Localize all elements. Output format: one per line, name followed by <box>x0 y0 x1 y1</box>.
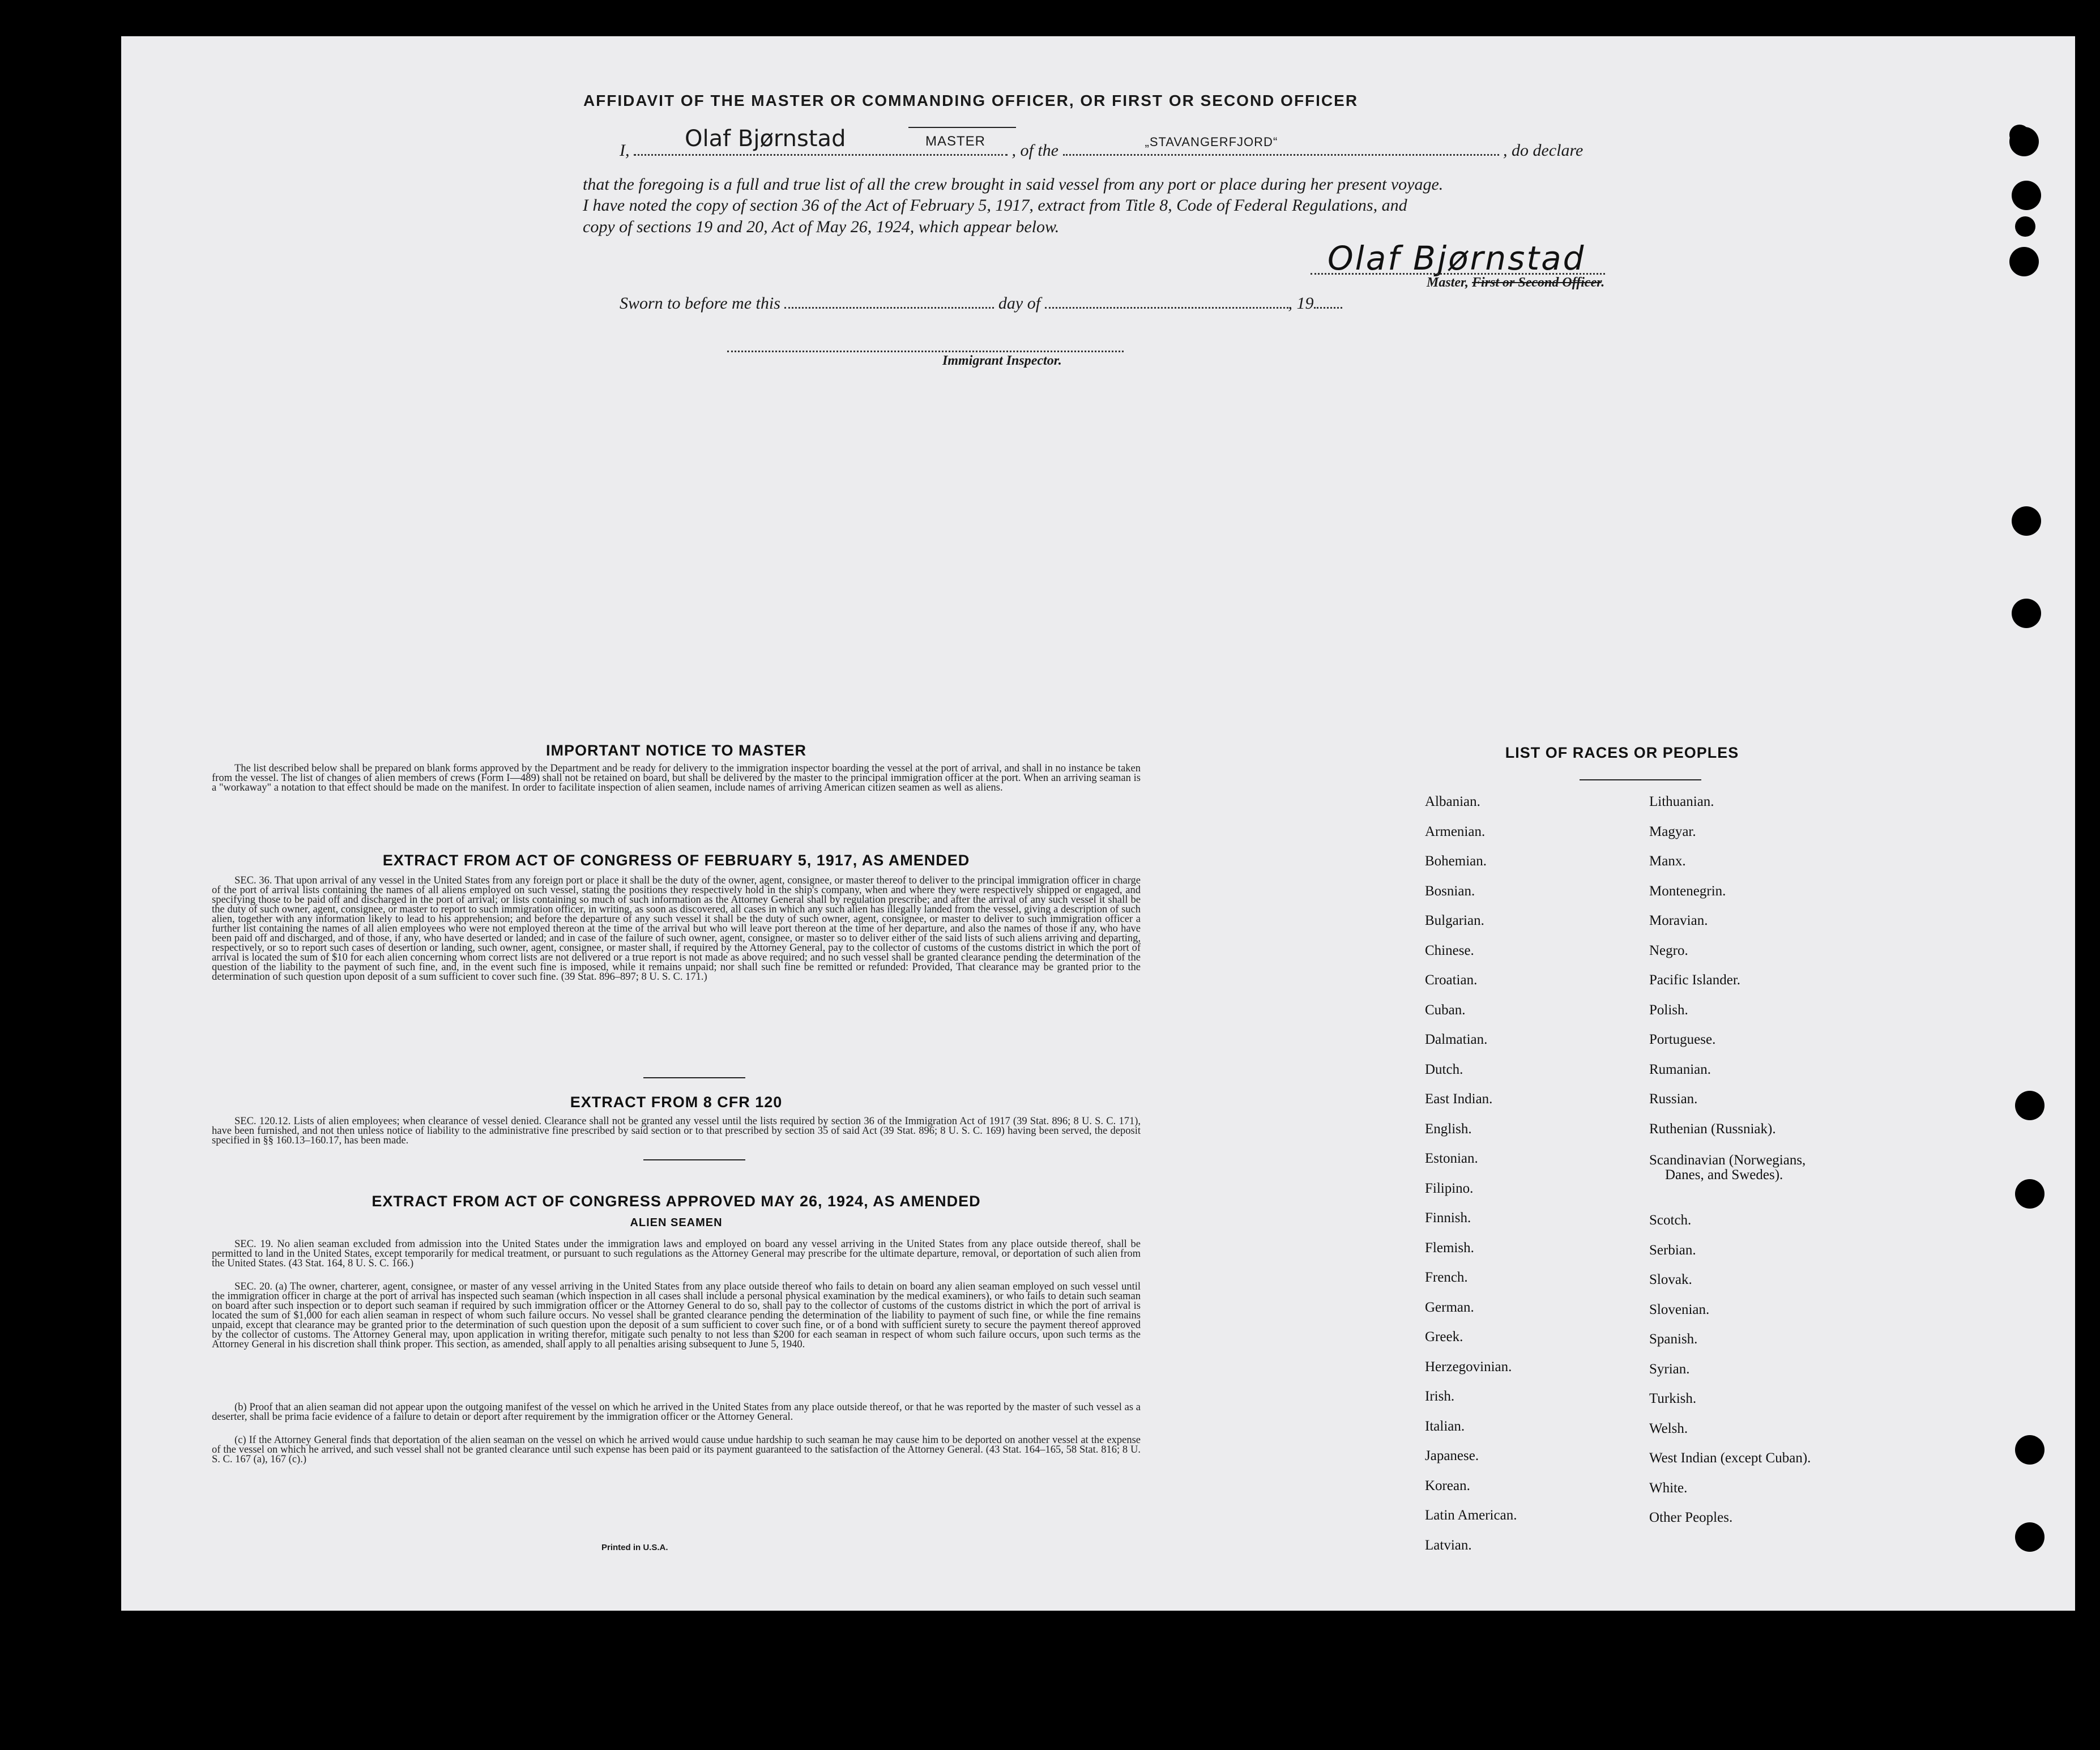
printed-in-usa: Printed in U.S.A. <box>601 1543 668 1552</box>
race-item: Greek. <box>1425 1329 1463 1344</box>
signer-title-struck: First or Second Officer <box>1472 275 1602 290</box>
race-item: Latvian. <box>1425 1537 1472 1553</box>
race-item: Korean. <box>1425 1478 1470 1493</box>
race-item: Ruthenian (Russniak). <box>1649 1121 1776 1137</box>
race-item: Flemish. <box>1425 1240 1474 1256</box>
race-item: Bohemian. <box>1425 853 1487 869</box>
punch-hole <box>2015 1179 2044 1209</box>
race-item: German. <box>1425 1299 1474 1315</box>
extract-1917-text: SEC. 36. That upon arrival of any vessel in the United States from any foreign port or place it shall be the duty of the owner, agent, consignee, or master thereof to deliver to the principal immigration officer in charge of the port of arrival lists containing the names of all aliens employed on such vessel, stating the positions they respectively hold in the ship's company, when and where they were respectively shipped or engaged, and specifying those to be paid off and discharged in the port of arrival; or lists containing so much of such information as the Attorney General shall by regulation prescribe; and after the arrival of any such vessel it shall be the duty of such owner, agent, consignee, or master to report to such immigration officer, in writing, as soon as discovered, all cases in which any such alien has illegally landed from the vessel, giving a description of such alien, together with any information likely to lead to his apprehension; and before the departure of any such vessel it shall be the duty of such owner, agent, consignee, or master to deliver to such immigration officer a further list containing the names of all alien employees who were not employed thereon at the time of the arrival but who will leave port thereon at the time of her departure, and also the names of those if any, who have been paid off and discharged, and of those, if any, who have deserted or landed; and in case of the failure of such owner, agent, consignee, or master so to deliver either of the said lists of such aliens arriving and departing, respectively, or so to report such cases of desertion or landing, such owner, agent, consignee, or master shall, if required by the Attorney General, pay to the collector of customs of the customs district in which the port of arrival is located the sum of $10 for each alien concerning whom correct lists are not delivered or a true report is not made as above required; and no such vessel shall be granted clearance pending the determination of the question of the liability to the payment of such fine, and, in the event such fine is imposed, while it remains unpaid; nor shall such fine be remitted or refunded: Provided, That clearance may be granted prior to the determination of such question upon deposit of a sum sufficient to cover such fine. (39 Stat. 896–897; 8 U. S. C. 171.) <box>212 875 1141 983</box>
scandinavian-line-2: Danes, and Swedes). <box>1665 1167 1783 1183</box>
race-item: Rumanian. <box>1649 1061 1711 1077</box>
race-item: Russian. <box>1649 1091 1698 1107</box>
race-item: Herzegovinian. <box>1425 1359 1512 1375</box>
document-sheet <box>121 36 2075 1611</box>
race-item: Scotch. <box>1649 1213 1692 1228</box>
master-signature: Olaf Bjørnstad <box>1328 239 1586 278</box>
extract-cfr-title: EXTRACT FROM 8 CFR 120 <box>570 1094 783 1111</box>
race-item: Other Peoples. <box>1649 1510 1733 1525</box>
race-item: Dalmatian. <box>1425 1032 1488 1047</box>
extract-1924-subtitle: ALIEN SEAMEN <box>630 1217 723 1229</box>
race-item: Croatian. <box>1425 972 1478 988</box>
race-item: Finnish. <box>1425 1210 1471 1226</box>
race-item: Slovenian. <box>1649 1301 1710 1317</box>
sec20a-text: SEC. 20. (a) The owner, charterer, agent, consignee, or master of any vessel arriving in the United States from any place outside thereof who fails to detain on board any alien seaman employed on such vessel until the immigration officer in charge at the port of arrival has inspected such seaman (which inspection in all cases shall include a personal physical examination by the medical examiners), or who fails to detain such seaman on board after such inspection or to deport such seaman if required by such immigration officer or the Attorney General to do so, shall pay to the collector of customs of the customs district in which the port of arrival is located the sum of $1,000 for each alien seaman in respect of whom such failure occurs. No vessel shall be granted clearance pending the determination of the liability to payment of such fine, or while the fine remains unpaid, except that clearance may be granted prior to the determination of such question upon the deposit of a sum sufficient to cover such fine, or of a bond with sufficient surety to secure the payment thereof approved by the collector of customs. The Attorney General may, upon application in writing therefor, mitigate such penalty to not less than $200 for each seaman in respect of whom such failure occurs, upon such terms as the Attorney General in his discretion shall think proper. This section, as amended, shall apply to all penalties arising subsequent to June 5, 1940. <box>212 1281 1141 1350</box>
sec20c-text: (c) If the Attorney General finds that deportation of the alien seaman on the vessel on which he arrived would cause undue hardship to such seaman he may cause him to be deported on another vessel at the expense of the vessel on which he arrived, and such vessel shall not be granted clearance until such expense has been paid or its payment guaranteed to the satisfaction of the Attorney General. (43 Stat. 164–165, 58 Stat. 816; 8 U. S. C. 167 (a), 167 (c).) <box>212 1435 1141 1465</box>
race-item: White. <box>1649 1480 1688 1496</box>
race-item: Chinese. <box>1425 942 1474 958</box>
race-item: Magyar. <box>1649 823 1696 839</box>
race-item: Estonian. <box>1425 1151 1478 1166</box>
punch-hole <box>2009 247 2039 276</box>
sworn-label: Sworn to before me this <box>620 294 780 313</box>
do-declare-label: , do declare <box>1503 141 1583 160</box>
day-of-label: day of <box>998 294 1041 313</box>
race-item: Manx. <box>1649 853 1686 869</box>
punch-hole <box>2012 181 2041 210</box>
punch-hole <box>2015 216 2035 237</box>
divider-2 <box>643 1159 745 1160</box>
divider-1 <box>643 1077 745 1078</box>
master-name: Olaf Bjørnstad <box>685 126 846 152</box>
title-divider <box>908 127 1016 128</box>
prefix-i: I, <box>620 141 630 160</box>
punch-hole <box>2015 1435 2044 1465</box>
race-item-scandinavian <box>1649 1151 1811 1213</box>
race-item: Moravian. <box>1649 913 1708 928</box>
sworn-year-field <box>1314 307 1342 309</box>
punch-hole <box>2015 1522 2044 1552</box>
race-item: Portuguese. <box>1649 1032 1716 1047</box>
race-item: Latin American. <box>1425 1508 1517 1523</box>
affidavit-title: AFFIDAVIT OF THE MASTER OR COMMANDING OFFICER, OR FIRST OR SECOND OFFICER <box>583 92 1359 109</box>
scandinavian-line-1: Scandinavian (Norwegians, <box>1649 1153 1806 1168</box>
declaration-line-2: I have noted the copy of section 36 of the Act of February 5, 1917, extract from Title 8, Code of Federal Regulations, and <box>583 196 1407 215</box>
race-item: Syrian. <box>1649 1361 1690 1377</box>
races-divider <box>1580 779 1701 780</box>
race-item: Irish. <box>1425 1389 1455 1404</box>
race-item: West Indian (except Cuban). <box>1649 1450 1811 1466</box>
signer-title-master: Master, <box>1427 275 1472 290</box>
notice-text: The list described below shall be prepared on blank forms approved by the Department and be ready for delivery to the immigration inspector boarding the vessel at the port of arrival, and shall in no instance be taken from the vessel. The list of changes of alien members of crews (Form I—489) shall not be retained on board, but shall be delivered by the master to the principal immigration officer at the port. When an arriving seaman is a "workaway" a notation to that effect should be made on the manifest. In order to facilitate inspection of alien seamen, include names of arriving American citizen seamen as well as aliens. <box>212 763 1141 793</box>
sworn-month-field <box>1045 307 1288 309</box>
extract-1924-title: EXTRACT FROM ACT OF CONGRESS APPROVED MAY 26, 1924, AS AMENDED <box>372 1193 981 1210</box>
race-item: Bosnian. <box>1425 883 1475 899</box>
race-item: Albanian. <box>1425 794 1480 809</box>
race-item: Slovak. <box>1649 1272 1692 1287</box>
race-item: East Indian. <box>1425 1091 1493 1107</box>
punch-hole <box>2012 506 2041 536</box>
race-item: Cuban. <box>1425 1002 1466 1018</box>
extract-cfr-text: SEC. 120.12. Lists of alien employees; when clearance of vessel denied. Clearance shall not be granted any vessel until the lists required by section 36 of the Immigration Act of 1917 (39 Stat. 896; 8 U. S. C. 171), have been furnished, and not then unless notice of liability to the administrative fine prescribed by said section or to that prescribed by section 35 of said Act (39 Stat. 896; 8 U. S. C. 169) having been served, the deposit specified in §§ 160.13–160.17, has been made. <box>212 1116 1141 1146</box>
punch-hole <box>2015 1091 2044 1120</box>
race-item: Lithuanian. <box>1649 794 1714 809</box>
race-item: Spanish. <box>1649 1331 1698 1347</box>
declaration-row <box>620 126 1798 175</box>
race-item: Dutch. <box>1425 1061 1463 1077</box>
sworn-row <box>620 294 1342 313</box>
year-label: , 19 <box>1288 294 1314 313</box>
master-rank: MASTER <box>925 134 986 149</box>
races-column-2 <box>1649 794 1811 1540</box>
race-item: Serbian. <box>1649 1242 1696 1258</box>
race-item: Italian. <box>1425 1418 1465 1434</box>
race-item: Negro. <box>1649 942 1688 958</box>
master-name-field <box>634 126 1008 156</box>
race-item: Polish. <box>1649 1002 1688 1018</box>
punch-hole <box>2009 127 2039 156</box>
races-column-1 <box>1425 794 1517 1567</box>
vessel-name-field <box>1063 135 1499 156</box>
race-item: Welsh. <box>1649 1420 1688 1436</box>
race-item: Armenian. <box>1425 823 1486 839</box>
declaration-line-3: copy of sections 19 and 20, Act of May 26, 1924, which appear below. <box>583 217 1060 236</box>
notice-title: IMPORTANT NOTICE TO MASTER <box>546 742 806 759</box>
race-item: Japanese. <box>1425 1448 1479 1463</box>
signature-line <box>1311 273 1605 275</box>
sec20b-text: (b) Proof that an alien seaman did not appear upon the outgoing manifest of the vessel on which he arrived in the United States from any place outside thereof, or that he was reported by the master of such vessel as a deserter, shall be prima facie evidence of a failure to detain or deport after requirement by the immigration officer or the Attorney General. <box>212 1402 1141 1423</box>
race-item: Montenegrin. <box>1649 883 1726 899</box>
inspector-signature-line <box>727 351 1124 352</box>
sec19-text: SEC. 19. No alien seaman excluded from admission into the United States under the immigration laws and employed on board any vessel arriving in the United States from any place outside thereof, shall be permitted to land in the United States, except temporarily for medical treatment, or pursuant to such regulations as the Attorney General may prescribe for the ultimate departure, removal, or deportation of such alien from the United States. (43 Stat. 164, 8 U. S. C. 166.) <box>212 1239 1141 1269</box>
of-the-label: , of the <box>1011 141 1058 160</box>
sworn-day-field <box>784 307 994 309</box>
race-item: Filipino. <box>1425 1180 1474 1196</box>
race-item: French. <box>1425 1270 1468 1285</box>
punch-hole <box>2012 599 2041 628</box>
race-item: Turkish. <box>1649 1391 1697 1406</box>
vessel-name: „STAVANGERFJORD“ <box>1145 135 1278 149</box>
signer-title <box>1427 275 1604 291</box>
race-item: English. <box>1425 1121 1472 1137</box>
extract-1917-title: EXTRACT FROM ACT OF CONGRESS OF FEBRUARY 5, 1917, AS AMENDED <box>382 852 970 869</box>
race-item: Bulgarian. <box>1425 913 1484 928</box>
race-item: Pacific Islander. <box>1649 972 1741 988</box>
declaration-line-1: that the foregoing is a full and true list of all the crew brought in said vessel from any port or place during her present voyage. <box>583 175 1444 194</box>
inspector-label: Immigrant Inspector. <box>942 353 1062 368</box>
races-title: LIST OF RACES OR PEOPLES <box>1505 744 1739 761</box>
signer-title-end: . <box>1601 275 1605 290</box>
